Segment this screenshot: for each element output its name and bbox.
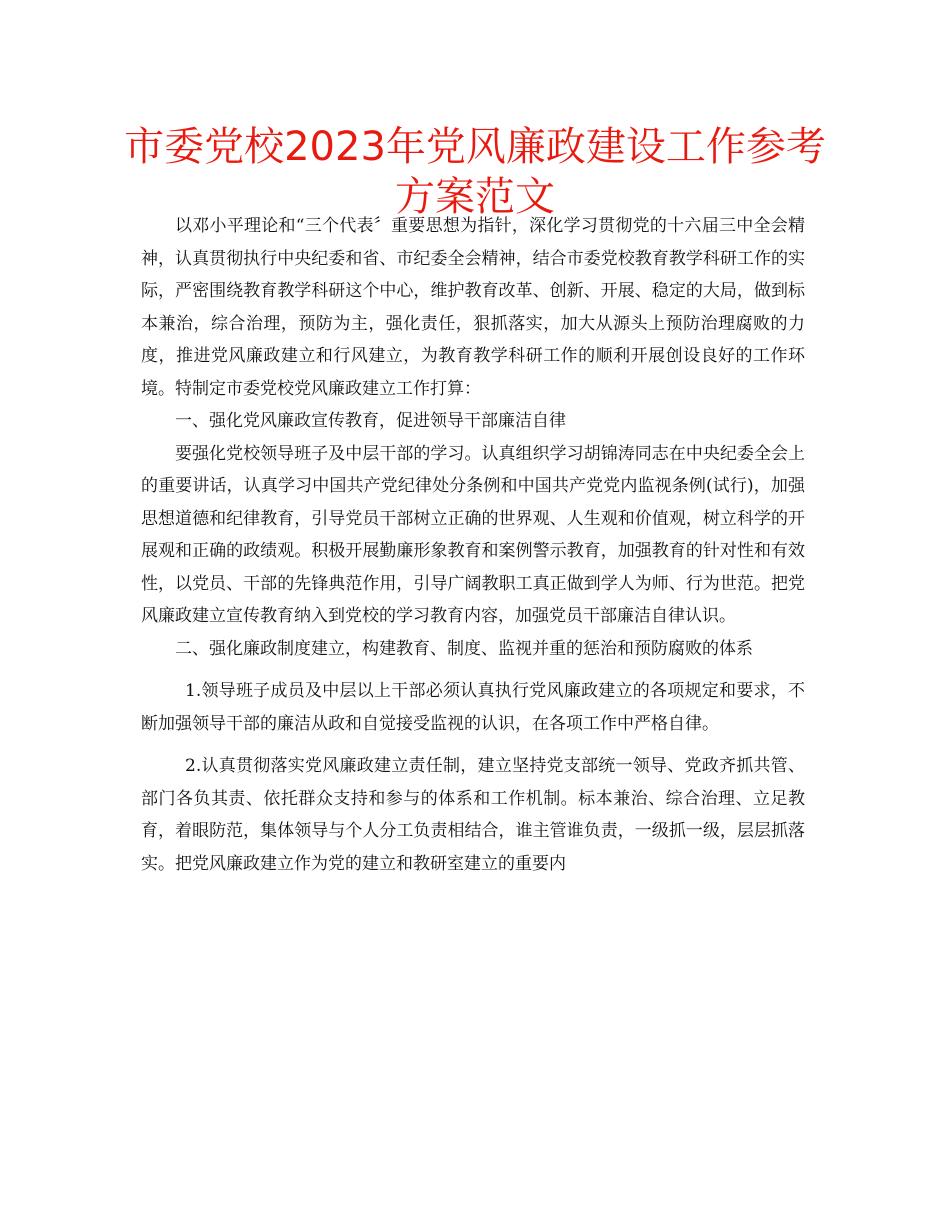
- section-1-paragraph: 要强化党校领导班子及中层干部的学习。认真组织学习胡锦涛同志在中央纪委全会上的重要讲话，认真学习中国共产党纪律处分条例和中国共产党党内监视条例(试行)，加强思想道德和纪律教育，引导党员干部树立正确的世界观、人生观和价值观，树立科学的开展观和正确的政绩观。积极开展勤廉形象教育和案例警示教育，加强教育的针对性和有效性，以党员、干部的先锋典范作用，引导广阔教职工真正做到学人为师、行为世范。把党风廉政建立宣传教育纳入到党校的学习教育内容，加强党员干部廉洁自律认识。: [141, 443, 805, 626]
- document-title: 市委党校2023年党风廉政建设工作参考方案范文: [124, 124, 826, 220]
- section-heading-1: 一、强化党风廉政宣传教育，促进领导干部廉洁自律: [175, 411, 566, 431]
- intro-paragraph: 以邓小平理论和“三个代表〞重要思想为指针，深化学习贯彻党的十六届三中全会精神，认真贯彻执行中央纪委和省、市纪委全会精神，结合市委党校教育教学科研工作的实际，严密围绕教育教学科研这个中心，维护教育改革、创新、开展、稳定的大局，做到标本兼治，综合治理，预防为主，强化责任，狠抓落实，加大从源头上预防治理腐败的力度，推进党风廉政建立和行风建立，为教育教学科研工作的顺利开展创设良好的工作环境。特制定市委党校党风廉政建立工作打算：: [141, 216, 805, 399]
- section-heading-2: 二、强化廉政制度建立，构建教育、制度、监视并重的惩治和预防腐败的体系: [175, 638, 753, 659]
- document-body: [141, 210, 805, 880]
- item-1-paragraph: 1.领导班子成员及中层以上干部必须认真执行党风廉政建立的各项规定和要求，不断加强领导干部的廉洁从政和自觉接受监视的认识，在各项工作中严格自律。: [141, 681, 805, 734]
- item-2-paragraph: 2.认真贯彻落实党风廉政建立责任制，建立坚持党支部统一领导、党政齐抓共管、部门各负其责、依托群众支持和参与的体系和工作机制。标本兼治、综合治理、立足教育，着眼防范，集体领导与个人分工负责相结合，谁主管谁负责，一级抓一级，层层抓落实。把党风廉政建立作为党的建立和教研室建立的重要内: [141, 756, 805, 874]
